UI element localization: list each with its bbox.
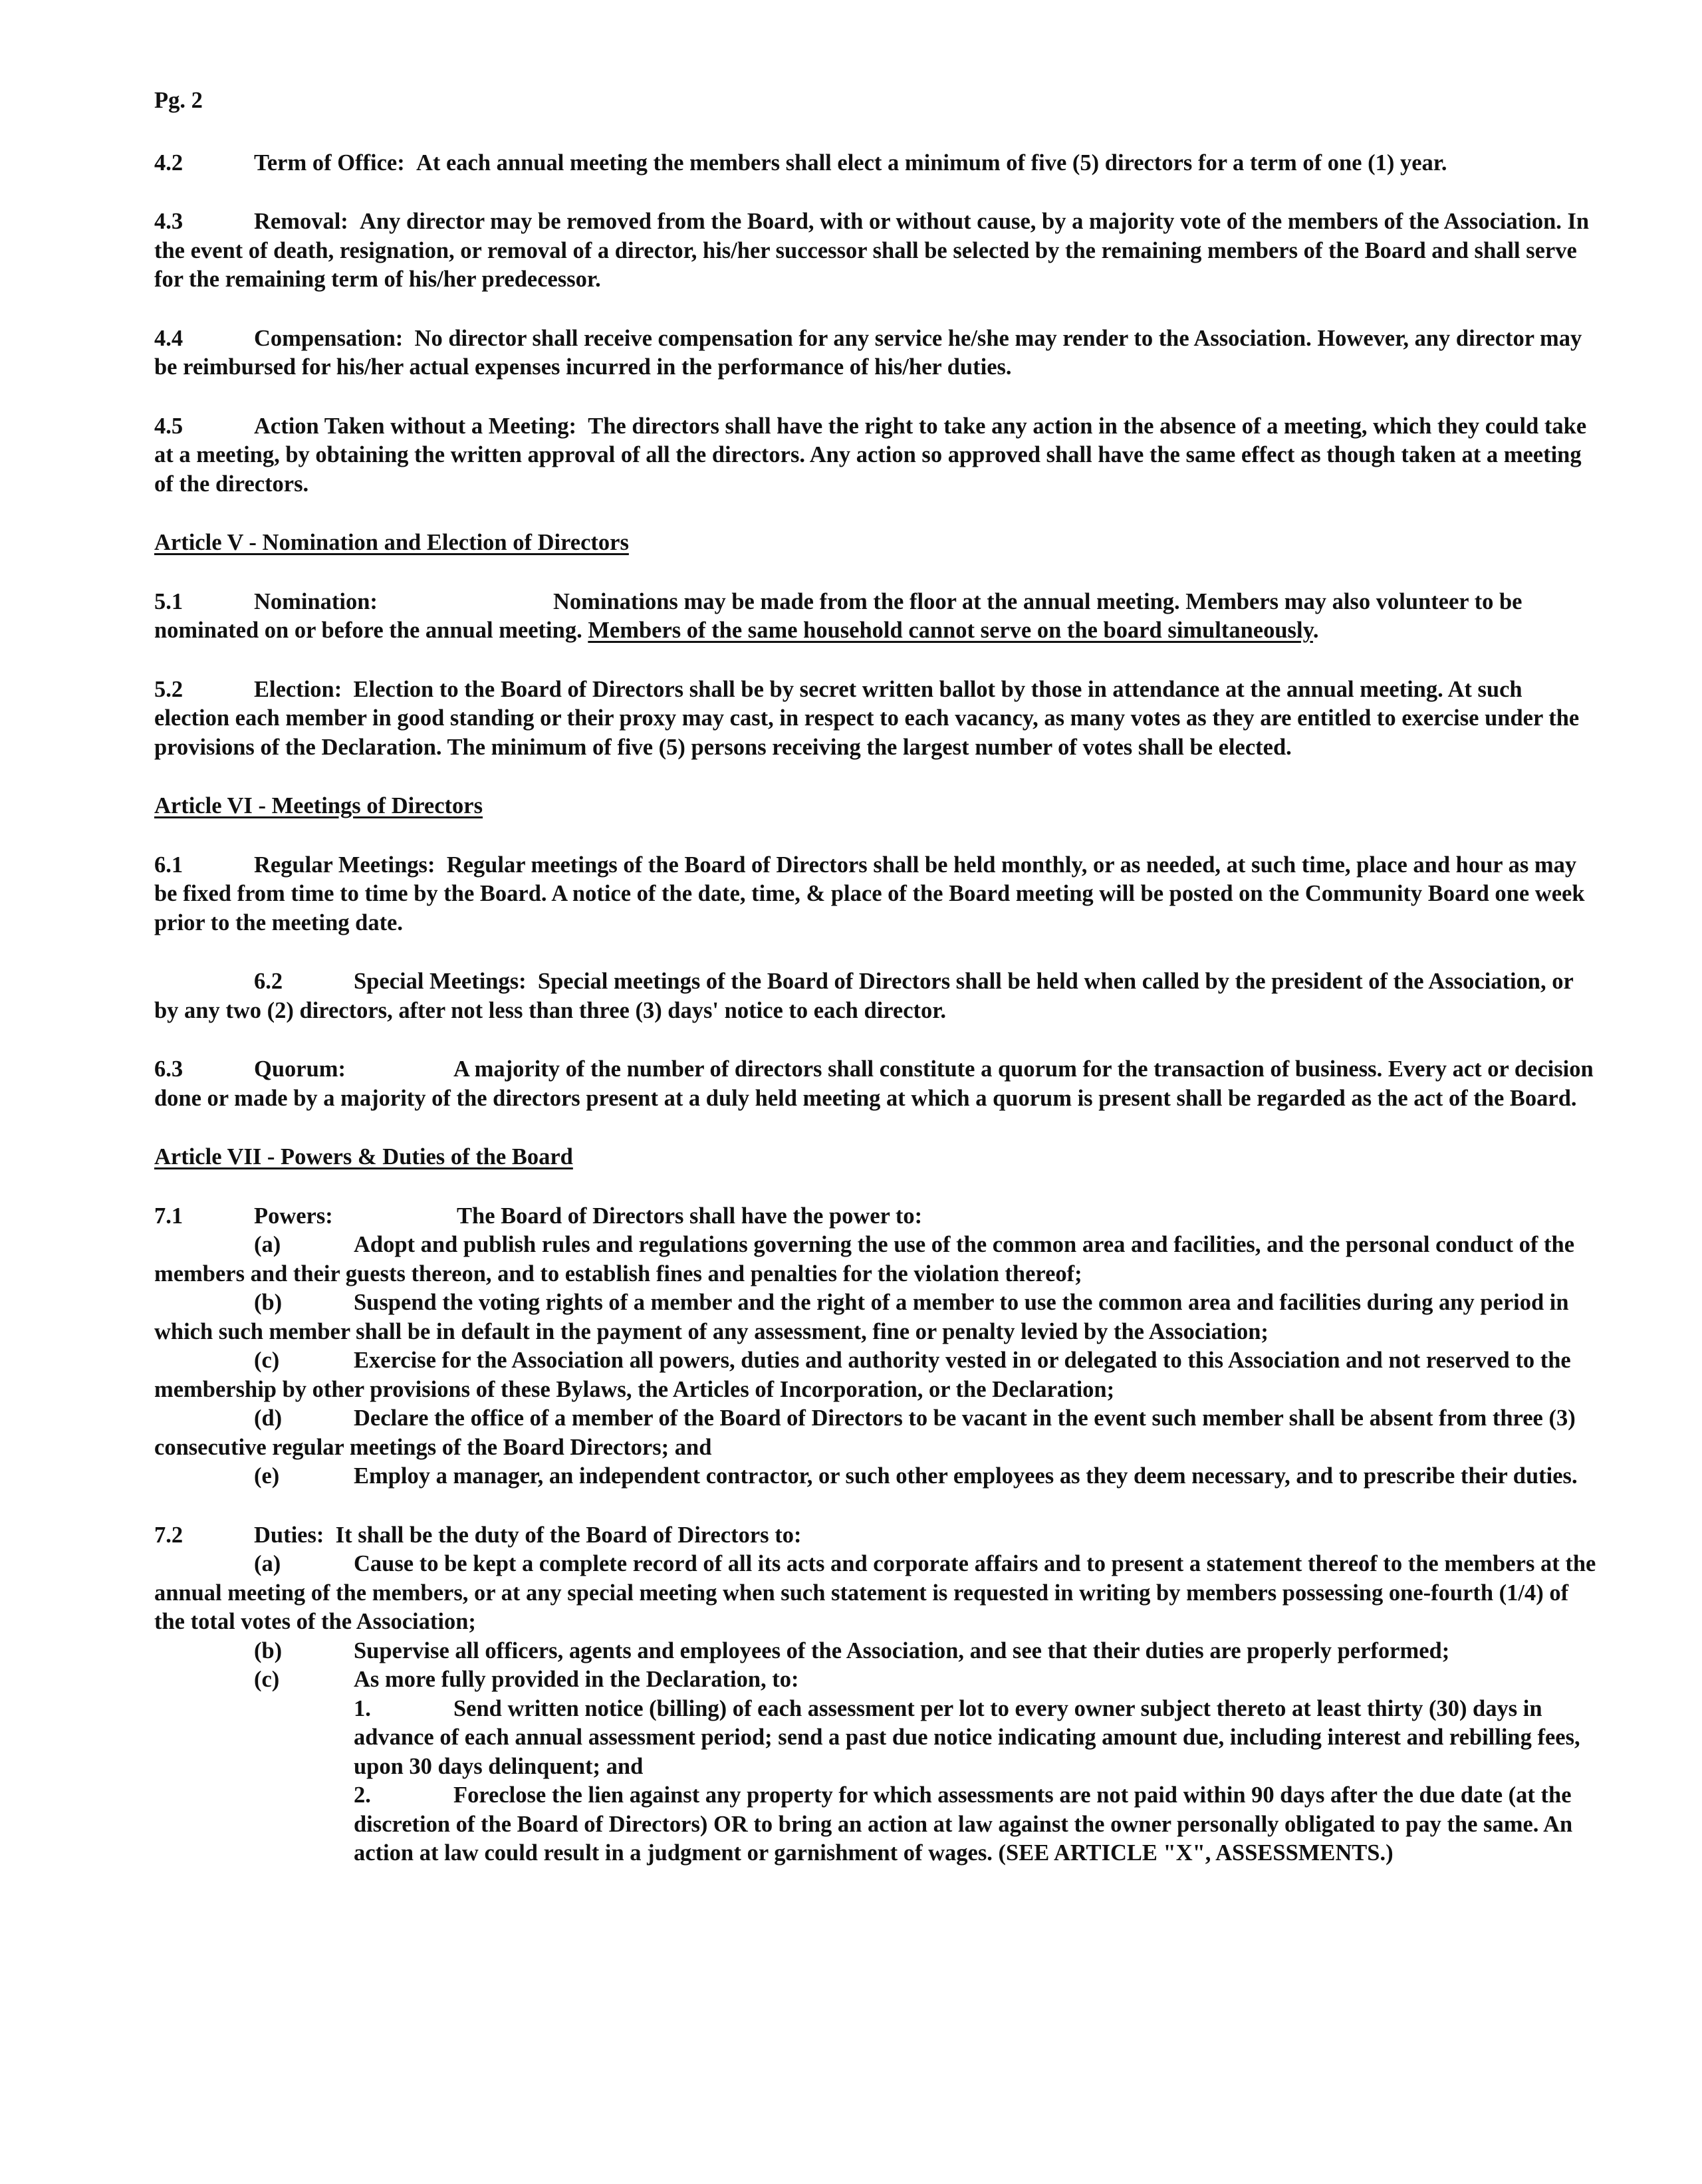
section-5-1 [154,588,1597,646]
section-number: 4.2 [154,150,183,176]
item-text: Declare the office of a member of the Board of Directors to be vacant in the event such member shall be absent from three (3) consecutive regular meetings of the Board Directors; and [154,1405,1576,1460]
item-text: Cause to be kept a complete record of all its acts and corporate affairs and to present a statement thereof to the members at the annual meeting of the members, or at any special meeting when such statement is requested in writing by members possessing one-fourth (1/4) of the total votes of the Association; [154,1551,1596,1634]
section-text: It shall be the duty of the Board of Directors to: [335,1522,802,1548]
item-letter: (d) [254,1405,283,1431]
duties-item-c-2 [354,1781,1597,1868]
section-label: Term of Office: [254,150,405,176]
section-number: 6.2 [254,969,283,994]
powers-item-a [154,1231,1597,1288]
duties-item-a [154,1550,1597,1637]
section-5-2 [154,675,1597,763]
section-text: Nominations may be made from the floor at the annual meeting. Members may also volunteer to be nominated on or before the annual meeting. [154,588,1522,643]
section-6-1 [154,851,1597,938]
section-text: A majority of the number of directors shall constitute a quorum for the transaction of business. Every act or decision done or made by a majority of the directors present at a duly held meeting at which a quorum is present shall be regarded as the act of the Board. [154,1056,1594,1111]
section-text: Any director may be removed from the Board, with or without cause, by a majority vote of the members of the Association. In the event of death, resignation, or removal of a director, his/her successor shall be selected by the remaining members of the Board and shall serve for the remaining term of his/her predecessor. [154,209,1590,292]
section-number: 5.2 [154,676,183,702]
section-label: Duties: [254,1522,324,1548]
item-text: As more fully provided in the Declaration, to: [354,1667,799,1692]
section-label: Compensation: [254,325,404,351]
duties-item-c-1 [354,1695,1597,1782]
item-text: Exercise for the Association all powers, duties and authority vested in or delegated to this Association and not reserved to the membership by other provisions of these Bylaws, the Articles of Incorporation, or the Declaration; [154,1348,1571,1402]
item-text: Suspend the voting rights of a member and the right of a member to use the common area and facilities during any period in which such member shall be in default in the payment of any assessment, fine or penalty levied by the Association; [154,1290,1569,1344]
item-text: Supervise all officers, agents and employees of the Association, and see that their duties are properly performed; [354,1638,1450,1663]
item-letter: (c) [254,1348,280,1373]
section-4-5 [154,412,1597,499]
section-7-2 [154,1521,1597,1868]
section-number: 4.3 [154,209,183,234]
duties-item-b [154,1637,1597,1666]
section-4-4 [154,324,1597,382]
section-number: 6.1 [154,852,183,878]
article-5-heading: Article V - Nomination and Election of Directors [154,530,629,555]
section-7-2-intro [154,1521,1597,1550]
section-text: The directors shall have the right to take any action in the absence of a meeting, which they could take at a meeting, by obtaining the written approval of all the directors. Any action so approved shall have the same effect as though taken at a meeting of the directors. [154,413,1587,497]
article-7-heading: Article VII - Powers & Duties of the Board [154,1144,573,1169]
section-label: Quorum: [254,1056,346,1082]
section-tail: . [1312,618,1319,643]
page-number: Pg. 2 [154,88,203,113]
item-letter: (c) [254,1667,280,1692]
duties-item-c [154,1665,1597,1868]
document-page [154,86,1597,1898]
article-6-heading: Article VI - Meetings of Directors [154,793,483,818]
section-text: No director shall receive compensation for any service he/she may render to the Association. However, any director may be reimbursed for his/her actual expenses incurred in the performance of his/her duties. [154,325,1582,380]
section-label: Removal: [254,209,348,234]
section-6-3 [154,1055,1597,1113]
powers-item-b [154,1288,1597,1346]
item-letter: (e) [254,1463,280,1489]
section-number: 7.2 [154,1522,183,1548]
section-label: Special Meetings: [354,969,527,994]
section-label: Regular Meetings: [254,852,435,878]
subitem-number: 1. [354,1695,371,1721]
item-letter: (a) [254,1551,281,1576]
subitem-number: 2. [354,1782,371,1808]
section-text: At each annual meeting the members shall elect a minimum of five (5) directors for a term of one (1) year. [416,150,1447,176]
powers-item-e [154,1462,1597,1491]
subitem-text: Send written notice (billing) of each assessment per lot to every owner subject thereto at least thirty (30) days in advance of each annual assessment period; send a past due notice indicating amount due, including interest and rebilling fees, upon 30 days delinquent; and [354,1695,1580,1779]
section-4-3 [154,207,1597,295]
section-7-1-intro [154,1202,1597,1231]
item-letter: (b) [254,1290,283,1315]
section-4-2 [154,149,1597,178]
section-text: Special meetings of the Board of Directors shall be held when called by the president of the Association, or by any two (2) directors, after not less than three (3) days' notice to each director. [154,969,1574,1023]
section-number: 5.1 [154,588,183,614]
section-6-2 [154,967,1597,1025]
section-number: 4.4 [154,325,183,351]
section-label: Nomination: [254,588,378,614]
section-number: 6.3 [154,1056,183,1082]
powers-item-d [154,1404,1597,1462]
section-label: Election: [254,676,342,702]
item-letter: (b) [254,1638,283,1663]
section-text: Regular meetings of the Board of Directors shall be held monthly, or as needed, at such time, place and hour as may be fixed from time to time by the Board. A notice of the date, time, & place of the Board meeting will be posted on the Community Board one week prior to the meeting date. [154,852,1585,935]
underlined-rule: Members of the same household cannot serve on the board simultaneously [588,618,1313,643]
item-letter: (a) [254,1232,281,1257]
subitem-text: Foreclose the lien against any property for which assessments are not paid within 90 days after the due date (at the discretion of the Board of Directors) OR to bring an action at law against the owner personally obligated to pay the same. An action at law could result in a judgment or garnishment of wages. (SEE ARTICLE "X", ASSESSMENTS.) [354,1782,1573,1866]
powers-item-c [154,1346,1597,1404]
section-7-1 [154,1202,1597,1491]
section-label: Action Taken without a Meeting: [254,413,576,439]
section-number: 4.5 [154,413,183,439]
section-label: Powers: [254,1203,333,1229]
section-text: Election to the Board of Directors shall be by secret written ballot by those in attendance at the annual meeting. At such election each member in good standing or their proxy may cast, in respect to each vacancy, as many votes as they are entitled to exercise under the provisions of the Declaration. The minimum of five (5) persons receiving the largest number of votes shall be elected. [154,676,1580,760]
section-number: 7.1 [154,1203,183,1229]
item-text: Employ a manager, an independent contractor, or such other employees as they deem necessary, and to prescribe their duties. [354,1463,1578,1489]
section-text: The Board of Directors shall have the power to: [457,1203,923,1229]
item-text: Adopt and publish rules and regulations governing the use of the common area and facilities, and the personal conduct of the members and their guests thereon, and to establish fines and penalties for the violation thereof; [154,1232,1575,1286]
